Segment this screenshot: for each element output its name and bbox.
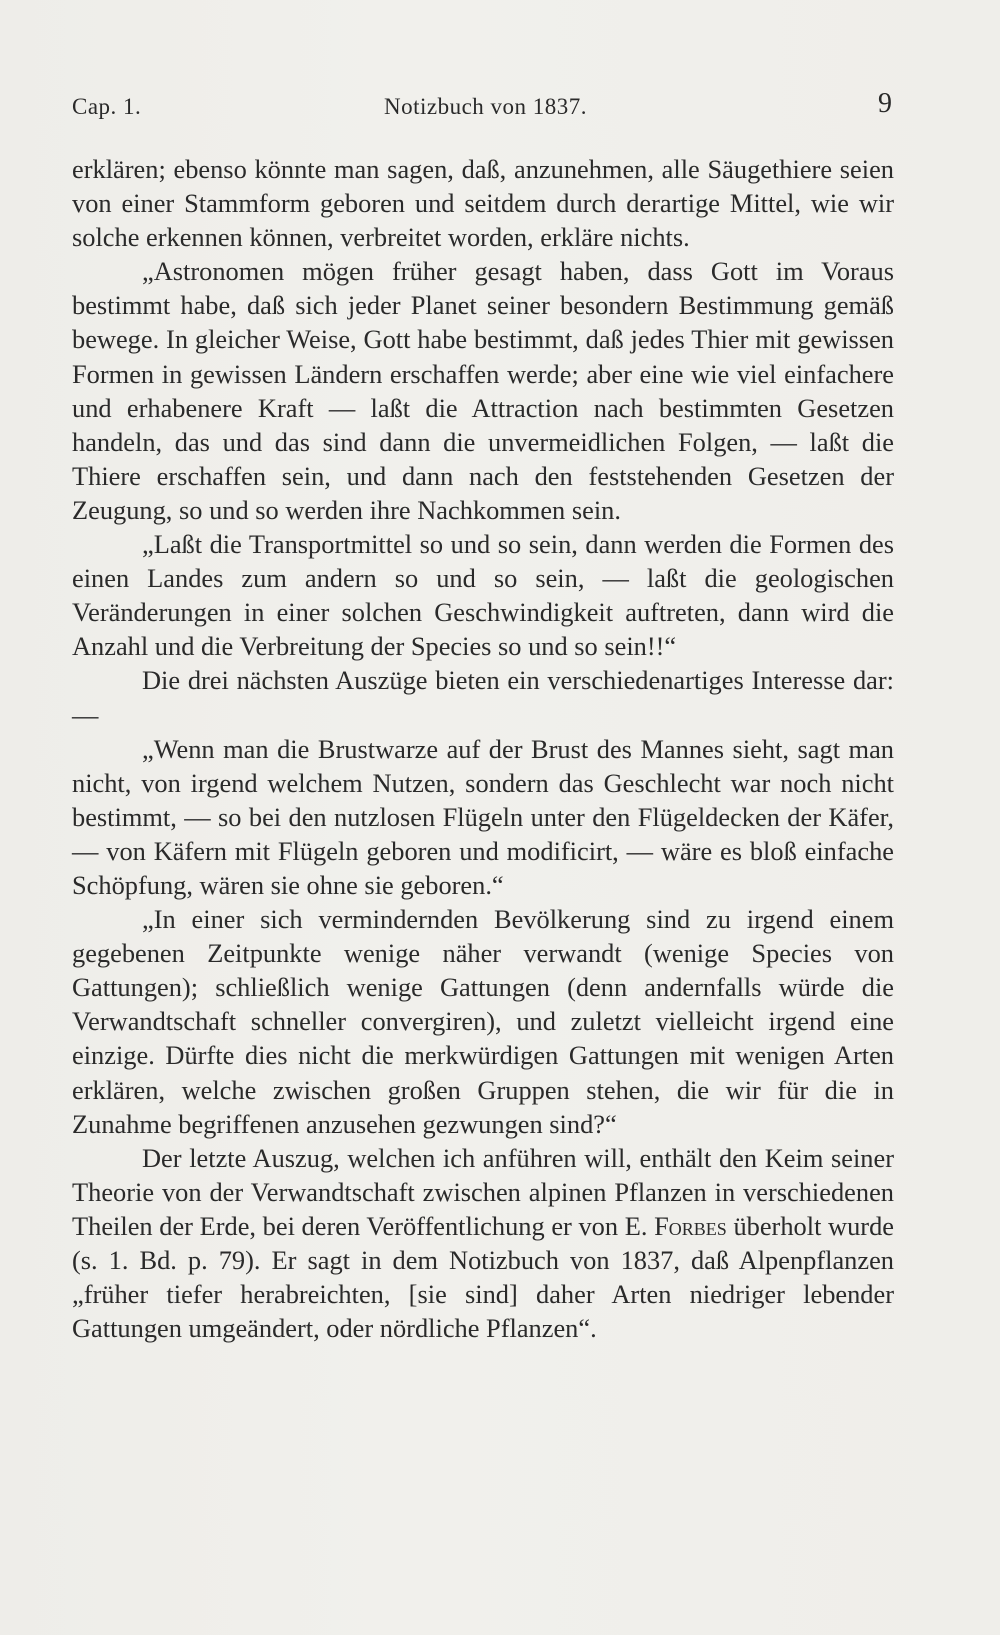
page-number: 9	[878, 88, 892, 119]
paragraph-3: „Laßt die Transportmittel so und so sein, dann werden die Formen des einen Landes zum andern so und so sein, — laßt die geologischen Veränderungen in einer solchen Geschwindigkeit auftreten, dann wird die Anzahl und die Verbreitung der Species so und so sein!!“	[72, 529, 894, 662]
chapter-label: Cap. 1.	[72, 94, 142, 119]
body-text	[72, 152, 894, 1345]
paragraph-1: erklären; ebenso könnte man sagen, daß, anzunehmen, alle Säugethiere seien von einer Stammform geboren und seitdem durch derartige Mittel, wie wir solche erkennen können, verbreitet worden, erkläre nichts.	[72, 154, 894, 253]
paragraph-6: „In einer sich vermindernden Bevölkerung sind zu irgend einem gegebenen Zeitpunkte wenige näher verwandt (wenige Species von Gattungen); schließlich wenige Gattungen (denn andernfalls würde die Verwandtschaft schneller convergiren), und zuletzt vielleicht irgend eine einzige. Dürfte dies nicht die merkwürdigen Gattungen mit wenigen Arten erklären, welche zwischen großen Gruppen stehen, die wir für die in Zunahme begriffenen anzusehen gezwungen sind?“	[72, 904, 894, 1139]
running-title: Notizbuch von 1837.	[384, 94, 588, 119]
page-header	[72, 88, 892, 124]
paragraph-7-part-2: überholt wurde (s. 1. Bd. p. 79). Er sagt in dem Notizbuch von 1837, daß Alpenpflanzen „früher tiefer herabreichten, [sie sind] daher Arten niedriger lebender Gattungen umgeändert, oder nördliche Pflanzen“.	[72, 1210, 894, 1344]
paragraph-7-part-1: Der letzte Auszug, welchen ich anführen will, enthält den Keim seiner Theorie von der Verwandtschaft zwischen alpinen Pflanzen in verschiedenen Theilen der Erde, bei deren Veröffentlichung er von E.	[72, 1142, 894, 1241]
paragraph-2: „Astronomen mögen früher gesagt haben, dass Gott im Voraus bestimmt habe, daß sich jeder Planet seiner besondern Bestimmung gemäß bewege. In gleicher Weise, Gott habe bestimmt, daß jedes Thier mit gewissen Formen in gewissen Ländern erschaffen werde; aber eine wie viel einfachere und erhabenere Kraft — laßt die Attraction nach bestimmten Gesetzen handeln, das und das sind dann die unvermeidlichen Folgen, — laßt die Thiere erschaffen sein, und dann nach den feststehenden Gesetzen der Zeugung, so und so werden ihre Nachkommen sein.	[72, 256, 894, 525]
paragraph-7	[72, 1141, 894, 1346]
author-name-forbes: Forbes	[654, 1210, 727, 1241]
paragraph-4: Die drei nächsten Auszüge bieten ein verschiedenartiges Interesse dar: —	[72, 665, 894, 730]
paragraph-5: „Wenn man die Brustwarze auf der Brust des Mannes sieht, sagt man nicht, von irgend welchem Nutzen, sondern das Geschlecht war noch nicht bestimmt, — so bei den nutzlosen Flügeln unter den Flügeldecken der Käfer, — von Käfern mit Flügeln geboren und modificirt, — wäre es bloß einfache Schöpfung, wären sie ohne sie geboren.“	[72, 733, 894, 900]
